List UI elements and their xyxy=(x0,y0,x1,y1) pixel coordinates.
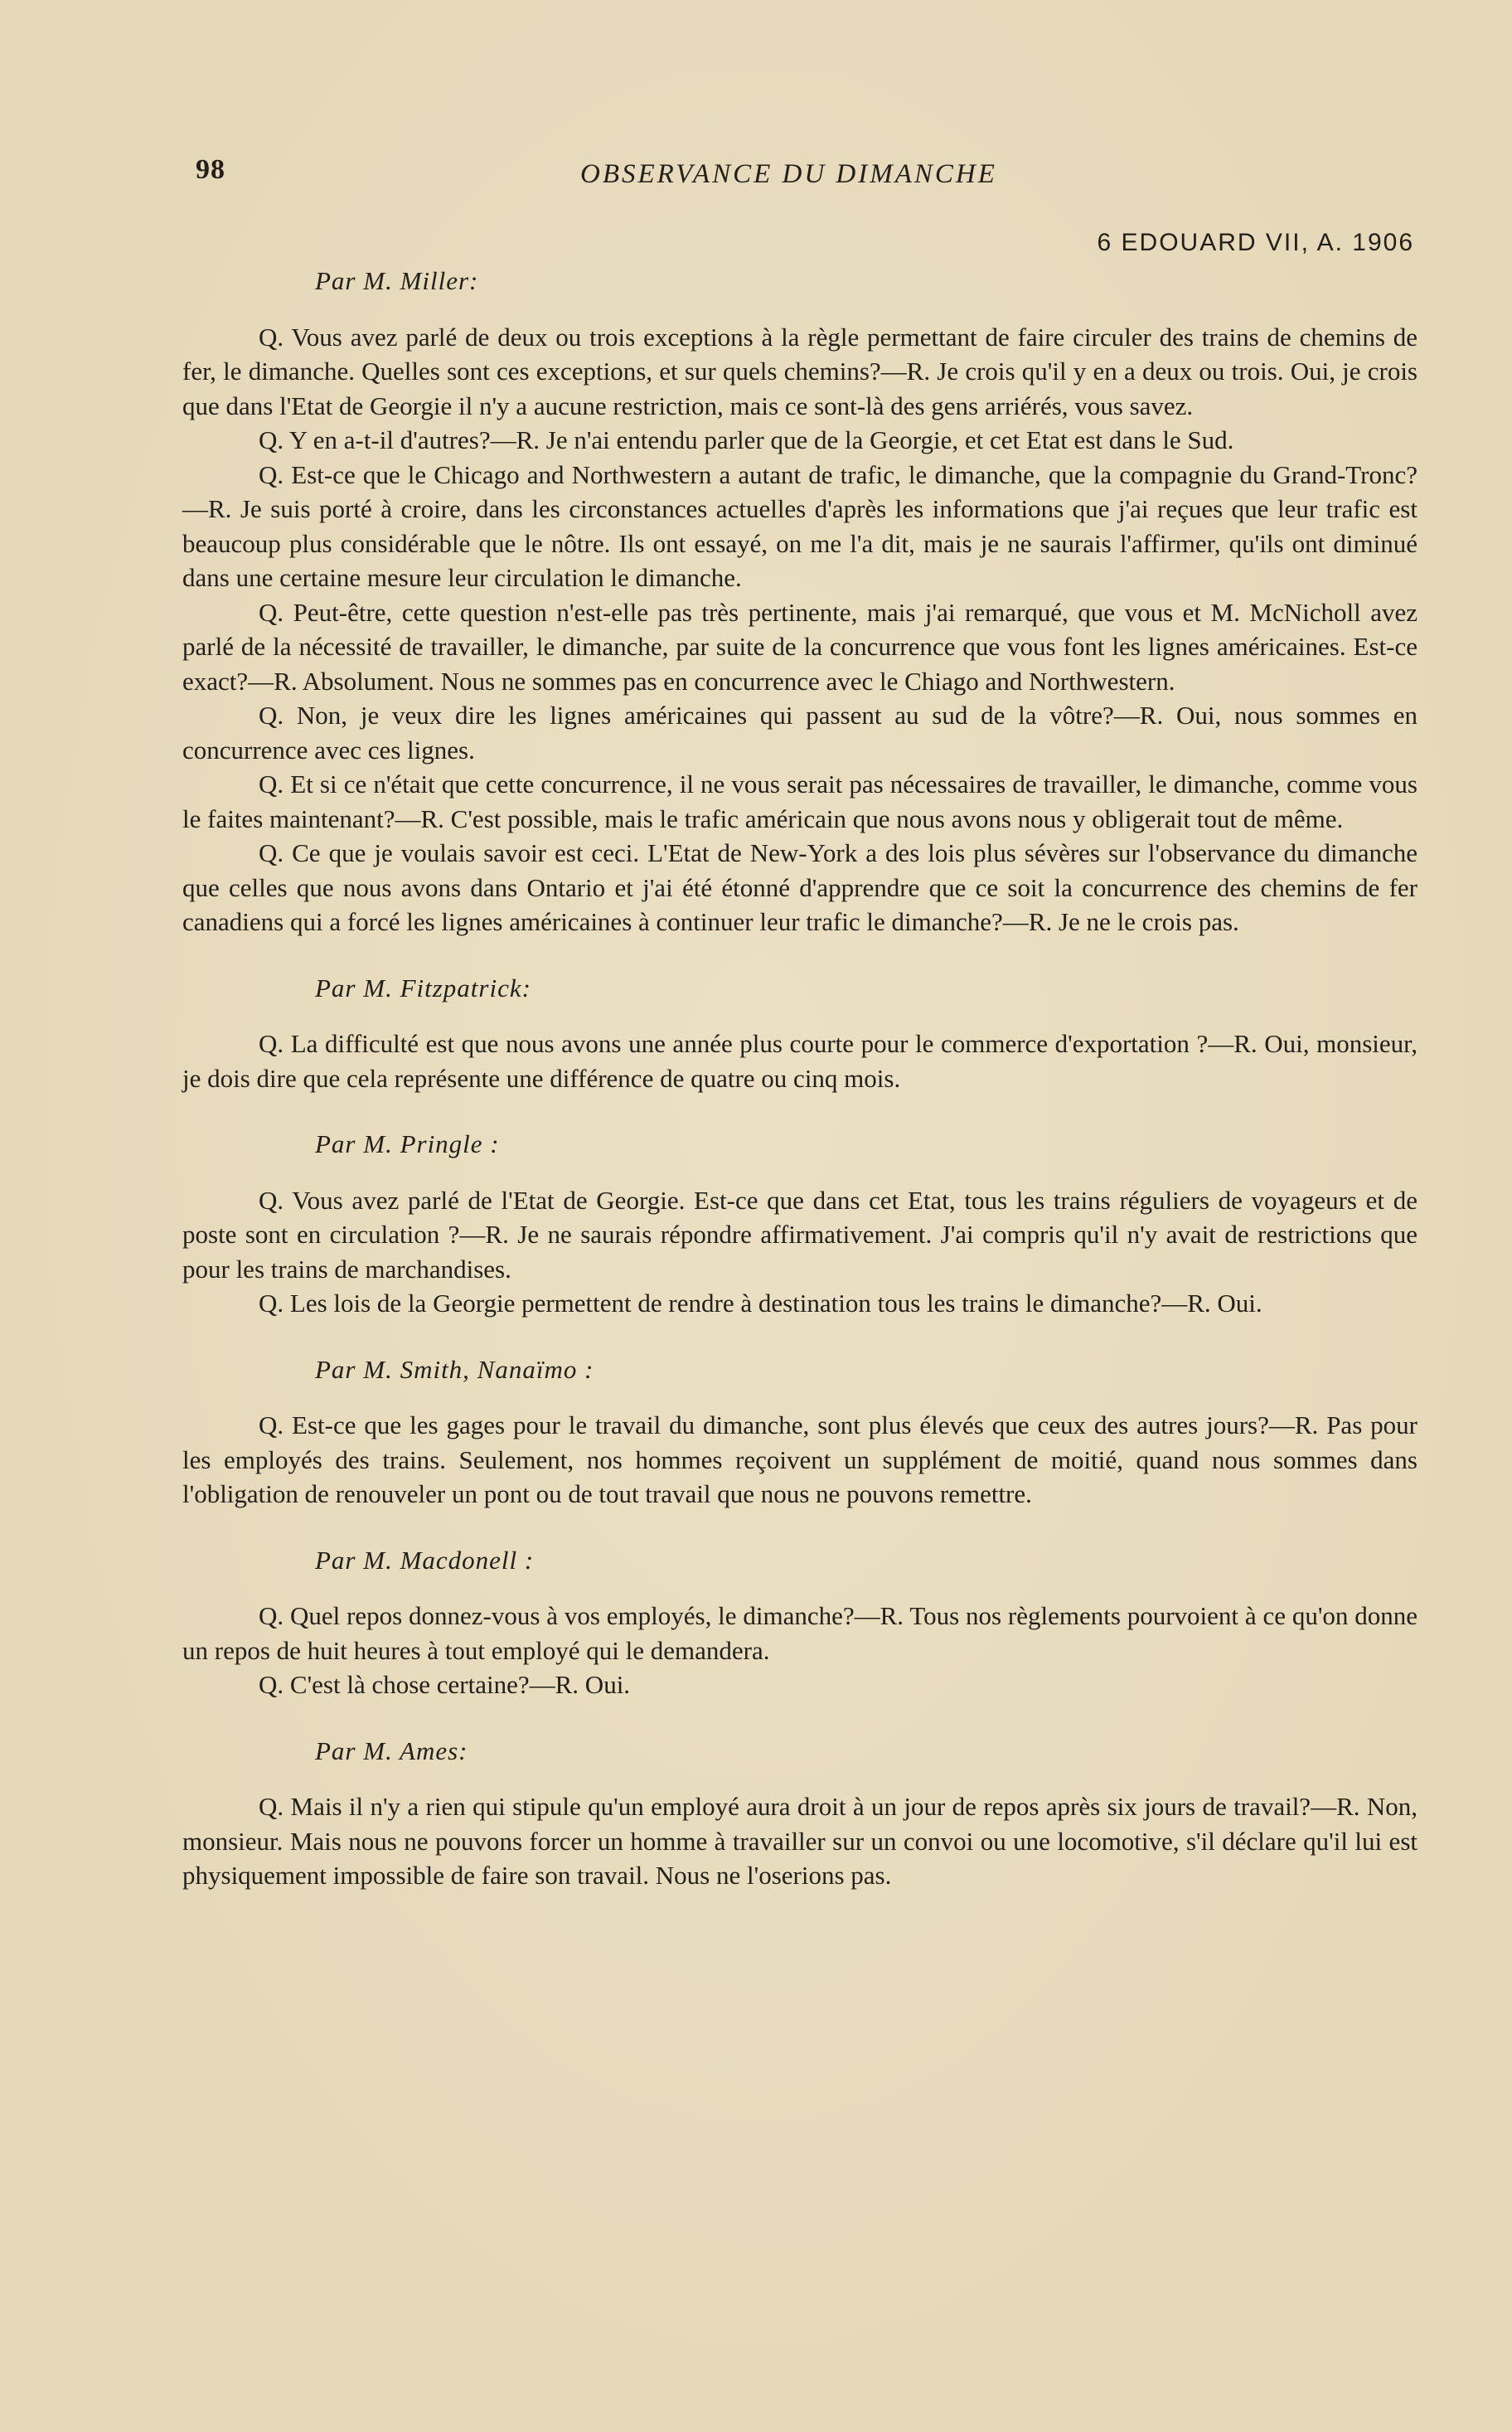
section-miller xyxy=(182,264,1418,939)
paragraph: Q. Est-ce que les gages pour le travail du dimanche, sont plus élevés que ceux des autres jours?—R. Pas pour les employés des trains. Seulement, nos hommes reçoivent un supplément de moitié, quand nous sommes dans l'obligation de renouveler un pont ou de tout travail que nous ne pouvons remettre. xyxy=(182,1410,1418,1508)
paragraph: Q. La difficulté est que nous avons une année plus courte pour le commerce d'exportation ?—R. Oui, monsieur, je dois dire que cela représente une différence de quatre ou cinq mois. xyxy=(182,1029,1418,1093)
section-fitzpatrick xyxy=(182,971,1418,1096)
edition-line: 6 EDOUARD VII, A. 1906 xyxy=(1097,229,1414,256)
speaker-heading: Par M. Ames: xyxy=(315,1735,468,1765)
section-ames xyxy=(182,1734,1418,1893)
paragraph: Q. Y en a-t-il d'autres?—R. Je n'ai entendu parler que de la Georgie, et cet Etat est dans le Sud. xyxy=(259,425,1234,454)
paragraph: Q. Ce que je voulais savoir est ceci. L'Etat de New-York a des lois plus sévères sur l'observance du dimanche que celles que nous avons dans Ontario et j'ai été étonné d'apprendre que ce soit la concurrence des chemins de fer canadiens qui a forcé les lignes américaines à continuer leur trafic le dimanche?—R. Je ne le crois pas. xyxy=(182,838,1418,936)
paragraph: Q. Quel repos donnez-vous à vos employés, le dimanche?—R. Tous nos règlements pourvoient à ce qu'on donne un repos de huit heures à tout employé qui le demandera. xyxy=(182,1601,1418,1665)
paragraph: Q. Mais il n'y a rien qui stipule qu'un employé aura droit à un jour de repos après six jours de travail?—R. Non, monsieur. Mais nous ne pouvons forcer un homme à travailler sur un convoi ou une locomotive, s'il déclare qu'il lui est physiquement impossible de faire son travail. Nous ne l'oserions pas. xyxy=(182,1792,1418,1890)
paragraph: Q. Vous avez parlé de deux ou trois exceptions à la règle permettant de faire circuler des trains de chemins de fer, le dimanche. Quelles sont ces exceptions, et sur quels chemins?—R. Je crois qu'il y en a deux ou trois. Oui, je crois que dans l'Etat de Georgie il n'y a aucune restriction, mais ce sont-là des gens arriérés, vous savez. xyxy=(182,322,1418,420)
running-title: OBSERVANCE DU DIMANCHE xyxy=(580,159,997,189)
speaker-heading: Par M. Pringle : xyxy=(315,1129,500,1158)
section-pringle xyxy=(182,1127,1418,1321)
speaker-heading: Par M. Macdonell : xyxy=(315,1545,535,1575)
paragraph: Q. Peut-être, cette question n'est-elle pas très pertinente, mais j'ai remarqué, que vous et M. McNicholl avez parlé de la nécessité de travailler, le dimanche, par suite de la concurrence que vous font les lignes américaines. Est-ce exact?—R. Absolument. Nous ne sommes pas en concurrence avec le Chiago and Northwestern. xyxy=(182,597,1418,696)
section-smith xyxy=(182,1352,1418,1512)
speaker-heading: Par M. Miller: xyxy=(315,266,479,295)
speaker-heading: Par M. Smith, Nanaïmo : xyxy=(315,1354,594,1384)
paragraph: Q. Vous avez parlé de l'Etat de Georgie. Est-ce que dans cet Etat, tous les trains réguliers de voyageurs et de poste sont en circulation ?—R. Je ne saurais répondre affirmativement. J'ai compris qu'il n'y avait de restrictions que pour les trains de marchandises. xyxy=(182,1185,1418,1284)
document-body xyxy=(182,264,1418,1893)
paragraph: Q. Est-ce que le Chicago and Northwestern a autant de trafic, le dimanche, que la compagnie du Grand-Tronc?—R. Je suis porté à croire, dans les circonstances actuelles d'après les informations que j'ai reçues que leur trafic est beaucoup plus considérable que le nôtre. Ils ont essayé, on me l'a dit, mais je ne saurais l'affirmer, qu'ils ont diminué dans une certaine mesure leur circulation le dimanche. xyxy=(182,459,1418,592)
paragraph: Q. C'est là chose certaine?—R. Oui. xyxy=(259,1670,631,1699)
page-number: 98 xyxy=(196,154,225,185)
paragraph: Q. Les lois de la Georgie permettent de rendre à destination tous les trains le dimanche?—R. Oui. xyxy=(259,1289,1262,1318)
speaker-heading: Par M. Fitzpatrick: xyxy=(315,973,531,1002)
paragraph: Q. Et si ce n'était que cette concurrence, il ne vous serait pas nécessaires de travailler, le dimanche, comme vous le faites maintenant?—R. C'est possible, mais le trafic américain que nous avons nous y obligerait tout de même. xyxy=(182,769,1418,833)
paragraph: Q. Non, je veux dire les lignes américaines qui passent au sud de la vôtre?—R. Oui, nous sommes en concurrence avec ces lignes. xyxy=(182,701,1418,765)
section-macdonell xyxy=(182,1543,1418,1702)
